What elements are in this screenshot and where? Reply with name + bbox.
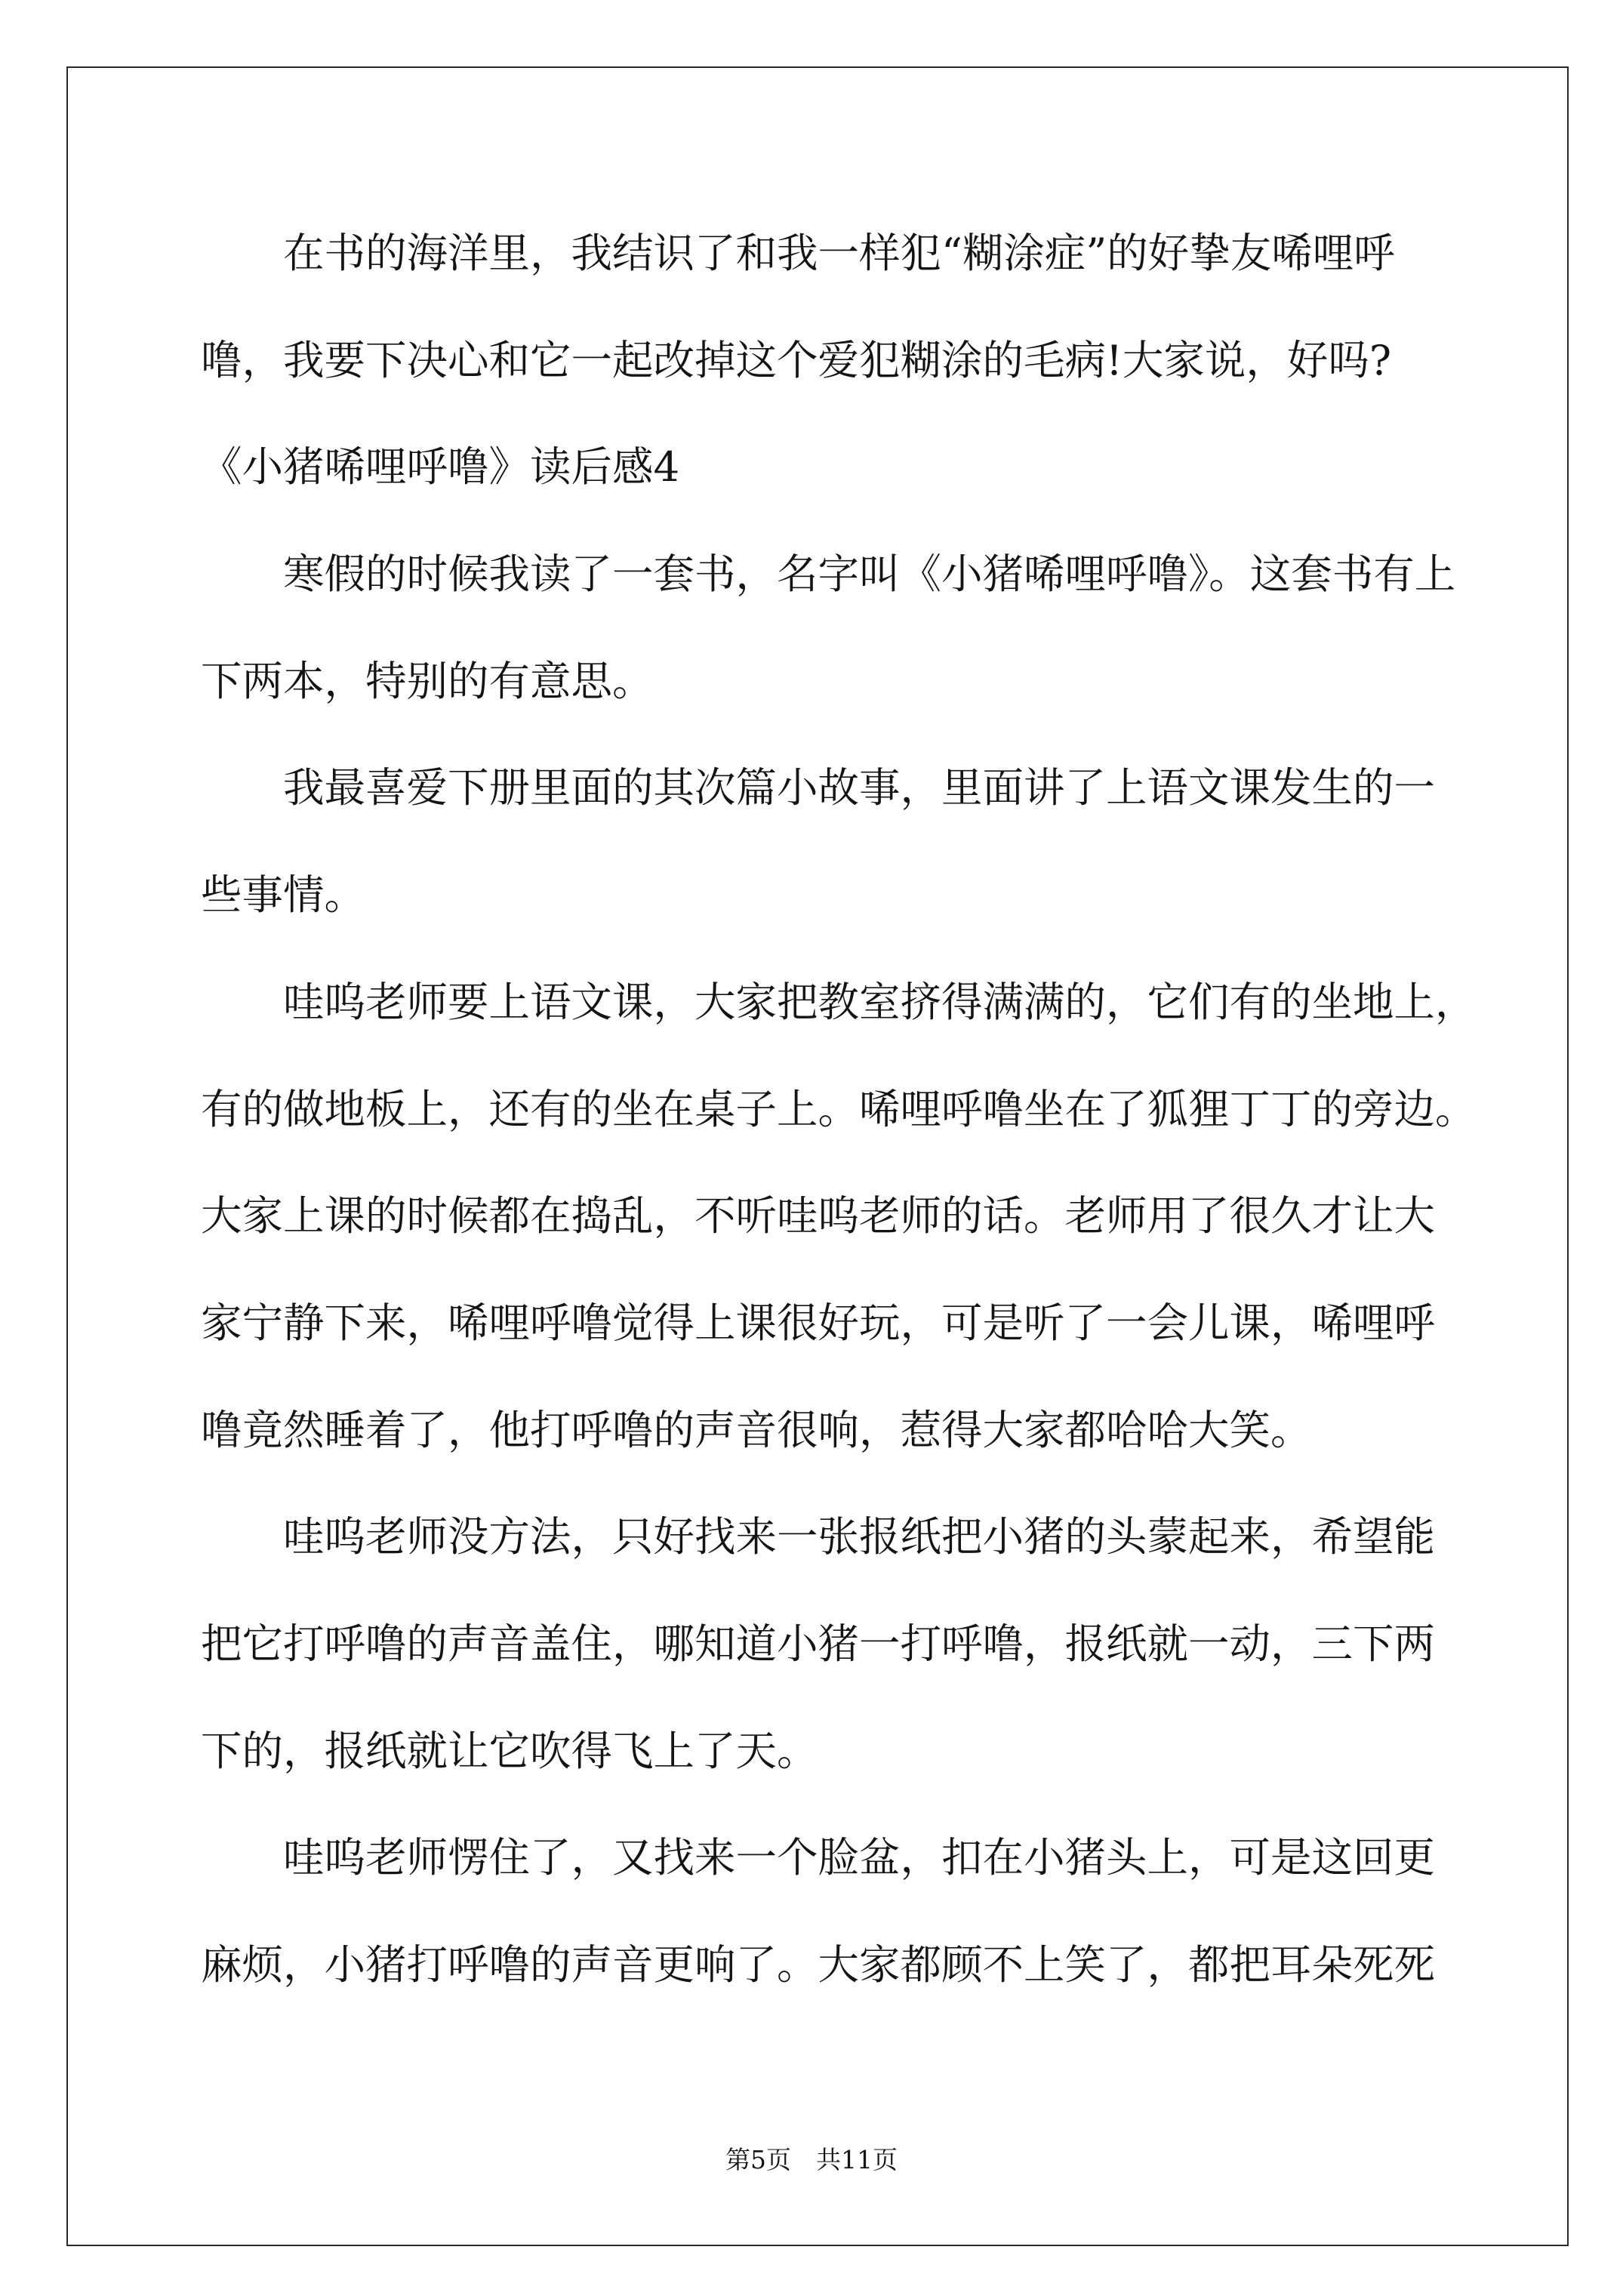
paragraph <box>201 200 1537 414</box>
page-footer <box>0 2144 1623 2176</box>
document-body <box>201 200 1537 2019</box>
text-line: 下两本，特别的有意思。 <box>201 656 654 705</box>
text-line: 下的，报纸就让它吹得飞上了天。 <box>201 1726 818 1775</box>
text-line: 哇呜老师要上语文课，大家把教室挤得满满的，它们有的坐地上， <box>283 977 1477 1026</box>
text-line: 寒假的时候我读了一套书，名字叫《小猪唏哩呼噜》。这套书有上 <box>283 550 1456 599</box>
text-line: 麻烦，小猪打呼噜的声音更响了。大家都顾不上笑了，都把耳朵死死 <box>201 1940 1436 1989</box>
section-heading <box>201 414 1537 521</box>
text-line: 哇呜老师愣住了，又找来一个脸盆，扣在小猪头上，可是这回更 <box>283 1833 1436 1882</box>
paragraph <box>201 1484 1537 1804</box>
paragraph <box>201 735 1537 948</box>
text-line: 把它打呼噜的声音盖住，哪知道小猪一打呼噜，报纸就一动，三下两 <box>201 1619 1436 1668</box>
paragraph <box>201 1804 1537 2018</box>
text-line: 我最喜爱下册里面的其次篇小故事，里面讲了上语文课发生的一 <box>283 763 1436 812</box>
text-line: 些事情。 <box>201 871 366 920</box>
text-line: 哇呜老师没方法，只好找来一张报纸把小猪的头蒙起来，希望能 <box>283 1512 1436 1561</box>
text-line: 在书的海洋里，我结识了和我一样犯“糊涂症”的好挚友唏哩呼 <box>283 229 1395 277</box>
paragraph <box>201 949 1537 1484</box>
text-line: 大家上课的时候都在捣乱，不听哇呜老师的话。老师用了很久才让大 <box>201 1191 1436 1240</box>
text-line: 有的做地板上，还有的坐在桌子上。唏哩呼噜坐在了狐狸丁丁的旁边。 <box>201 1084 1477 1133</box>
page-number: 第5页 共11页 <box>725 2145 898 2174</box>
text-line: 噜竟然睡着了，他打呼噜的声音很响，惹得大家都哈哈大笑。 <box>201 1405 1312 1454</box>
text-line: 噜，我要下决心和它一起改掉这个爱犯糊涂的毛病!大家说，好吗? <box>201 335 1392 384</box>
text-line: 家宁静下来，唏哩呼噜觉得上课很好玩，可是听了一会儿课，唏哩呼 <box>201 1298 1436 1347</box>
paragraph <box>201 521 1537 735</box>
heading-text: 《小猪唏哩呼噜》读后感4 <box>201 442 680 492</box>
